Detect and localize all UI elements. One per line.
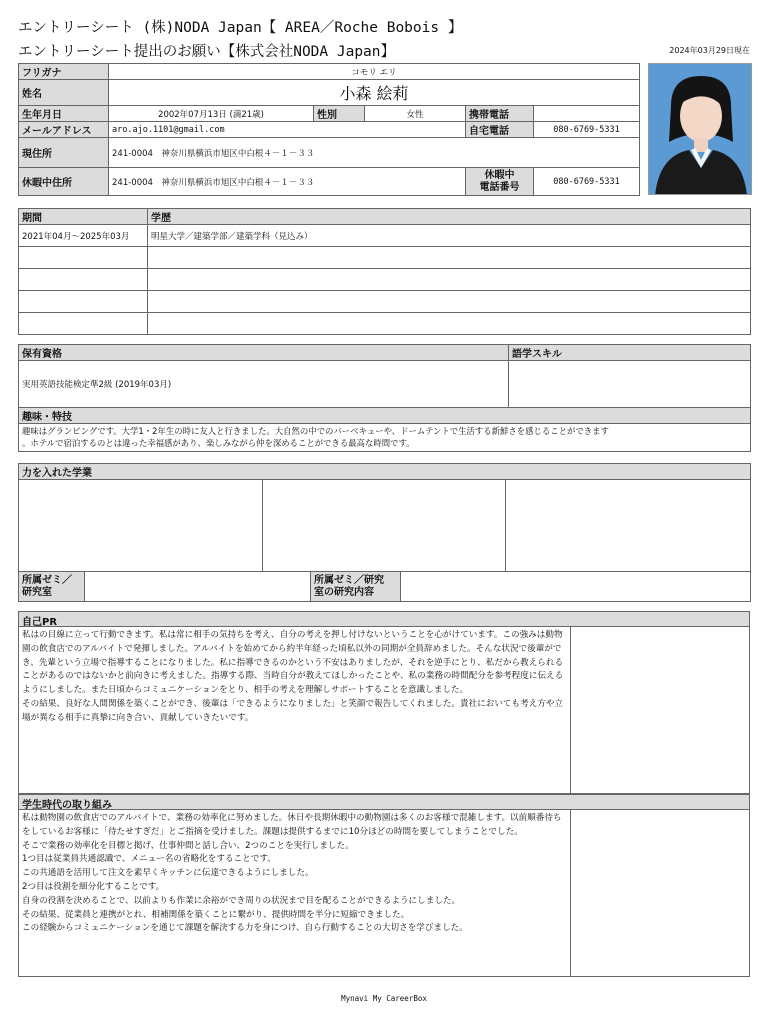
qualifications-table <box>18 344 751 452</box>
education-history <box>148 247 751 269</box>
education-history <box>148 291 751 313</box>
mobile-value <box>534 106 640 122</box>
education-history <box>148 313 751 335</box>
education-history: 明星大学／建築学部／建築学科（見込み） <box>148 225 751 247</box>
studies-box-1 <box>19 480 263 572</box>
furigana-value: コモリ エリ <box>109 64 640 80</box>
studies-box-2 <box>263 480 506 572</box>
education-history <box>148 269 751 291</box>
gender-label: 性別 <box>314 106 365 122</box>
history-header: 学歴 <box>148 209 751 225</box>
student-life-box <box>18 809 571 977</box>
vacation-address-value: 241-0004 神奈川県横浜市旭区中白根４－１－３３ <box>109 168 466 196</box>
furigana-label: フリガナ <box>19 64 109 80</box>
applicant-photo <box>648 63 752 195</box>
birth-label: 生年月日 <box>19 106 109 122</box>
education-period <box>19 291 148 313</box>
research-label-line2: 室の研究内容 <box>314 586 374 598</box>
seminar-label-line2: 研究室 <box>22 586 52 598</box>
vacation-phone-label-line2: 電話番号 <box>479 181 520 193</box>
footer-text: Mynavi My CareerBox <box>341 994 427 1003</box>
self-pr-header: 自己PR <box>18 611 750 627</box>
home-phone-label: 自宅電話 <box>466 122 534 138</box>
education-period: 2021年04月～2025年03月 <box>19 225 148 247</box>
portrait-image <box>649 64 752 195</box>
document-subtitle: エントリーシート提出のお願い【株式会社NODA Japan】 <box>18 44 396 60</box>
vacation-phone-label-line1: 休暇中 <box>484 169 515 181</box>
hobbies-header: 趣味・特技 <box>19 408 751 424</box>
language-skills-value <box>509 361 751 408</box>
student-life-text: 私は動物園の飲食店でのアルバイトで、業務の効率化に努めました。休日や長期休暇中の動物園は多くのお客様で混雑します。以前順番待ちをしているお客様に「待たせすぎだ」とご指摘を受けました。課題は提供するまでに10分ほどの時間を要してしまうことでした。 そこで業務の効率化を目標と掲げ、仕事仲間と話し合い、2つのことを実行しました。 1つ目は従業員共通認識で、メニュー名の省略化をすることです。 この共通語を活用して注文を素早くキッチンに伝達できるようにしました。 2つ目は役割を細分化することです。 自身の役割を決めることで、以前よりも作業に余裕ができ周りの状況まで目を配ることができるようにしました。 その結果、従業員と連携がとれ、相補関係を築くことに繋がり、提供時間を半分に短縮できました。 この経験からコミュニケーションを通じて課題を解決する力を身につけ、自ら行動することの大切さを学びました。 <box>22 813 562 934</box>
education-period <box>19 313 148 335</box>
hobbies-line-1: 趣味はグランピングです。大学1・2年生の時に友人と行きました。大自然の中でのバーベキューや、ドームテントで生活する新鮮さを感じることができます <box>22 426 609 436</box>
studies-header: 力を入れた学業 <box>19 464 751 480</box>
vacation-phone-value: 080-6769-5331 <box>534 168 640 196</box>
profile-table <box>18 63 640 196</box>
research-value <box>401 572 751 602</box>
name-value: 小森 絵莉 <box>109 80 640 106</box>
gender-value: 女性 <box>365 106 466 122</box>
self-pr-box <box>18 626 571 794</box>
vacation-address-label: 休暇中住所 <box>19 168 109 196</box>
birth-value: 2002年07月13日 (満21歳) <box>109 106 314 122</box>
seminar-label <box>19 572 85 602</box>
research-label <box>311 572 401 602</box>
period-header: 期間 <box>19 209 148 225</box>
home-phone-value: 080-6769-5331 <box>534 122 640 138</box>
mobile-label: 携帯電話 <box>466 106 534 122</box>
language-skills-header: 語学スキル <box>509 345 751 361</box>
education-table <box>18 208 751 335</box>
seminar-label-line1: 所属ゼミ／ <box>22 574 72 586</box>
hobbies-line-2: 。ホテルで宿泊するのとは違った幸福感があり、楽しみながら仲を深めることができる最高な時間です。 <box>22 438 415 448</box>
hobbies-value <box>19 424 751 452</box>
address-value: 241-0004 神奈川県横浜市旭区中白根４－１－３３ <box>109 138 640 168</box>
education-period <box>19 247 148 269</box>
research-label-line1: 所属ゼミ／研究 <box>314 574 384 586</box>
seminar-value <box>85 572 311 602</box>
address-label: 現住所 <box>19 138 109 168</box>
studies-box-3 <box>506 480 751 572</box>
self-pr-text: 私はの目線に立って行動できます。私は常に相手の気持ちを考え、自分の考えを押し付けないということを心がけています。この強みは動物園の飲食店でのアルバイトで発揮しました。アルバイトを始めてから約半年経った頃私以外の同期が全員辞めました。そんな状況で後輩ができ、先輩という立場で指導することになりました。私に指導できるのかという不安はありましたが、それを逆手にとり、私だから教えられることがあるのではないかと前向きに考えました。指導する際、当時自分が教えてほしかったことや、私の業務の時間配分を参考程度に伝えるようにしました。また日頃からコミュニケーションをとり、相手の考えを理解しサポートすることを意識しました。 その結果、良好な人間関係を築くことができ、後輩は「できるようになりました」と笑顔で報告してくれました。貴社においても考え方や立場が異なる相手に真摯に向き合い、貢献していきたいです。 <box>22 630 564 723</box>
student-life-header: 学生時代の取り組み <box>18 794 750 810</box>
qualifications-value: 実用英語技能検定準2級 (2019年03月) <box>19 361 509 408</box>
education-period <box>19 269 148 291</box>
self-pr-side-box <box>570 626 750 794</box>
studies-table <box>18 463 751 602</box>
as-of-date: 2024年03月29日現在 <box>669 46 750 55</box>
student-life-side-box <box>570 809 750 977</box>
vacation-phone-label <box>466 168 534 196</box>
email-label: メールアドレス <box>19 122 109 138</box>
email-value: aro.ajo.1101@gmail.com <box>109 122 466 138</box>
document-title: エントリーシート (株)NODA Japan【 AREA／Roche Bobois 】 <box>18 20 463 36</box>
name-label: 姓名 <box>19 80 109 106</box>
qualifications-header: 保有資格 <box>19 345 509 361</box>
